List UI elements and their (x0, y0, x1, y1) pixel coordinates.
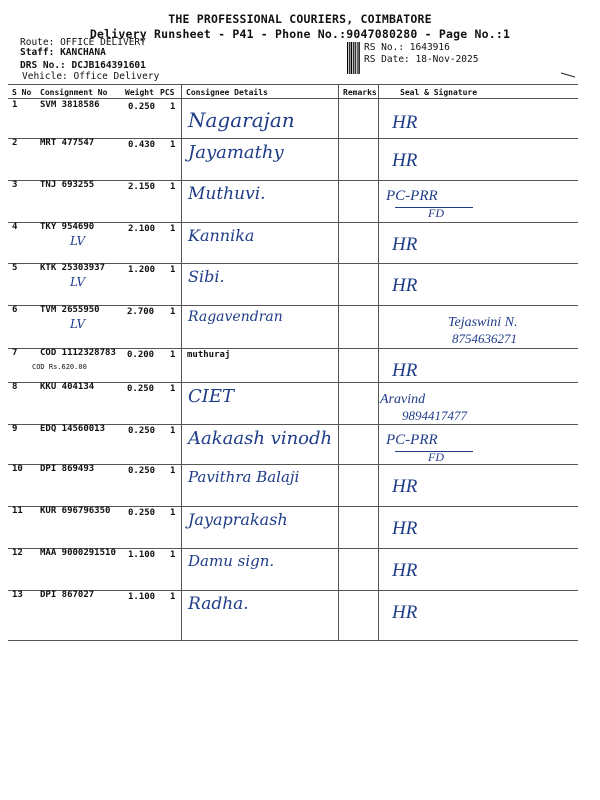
route-value: OFFICE DELIVERY (60, 37, 146, 48)
row-seal-name: Aravind (380, 392, 426, 407)
row-consignment-no: DPI 867027 (40, 590, 95, 600)
row-sno: 3 (12, 180, 18, 190)
row-sno: 13 (12, 590, 23, 600)
route-label: Route: (20, 37, 55, 48)
rs-no-line (364, 42, 450, 53)
row-pcs: 1 (170, 140, 176, 150)
rs-no-label: RS No.: (364, 42, 405, 53)
seal-col-divider (378, 84, 379, 640)
row-pcs: 1 (170, 550, 176, 560)
row-weight: 2.100 (128, 224, 156, 234)
row-lv-note: LV (70, 234, 86, 248)
row-seal-stamp: PC-PRR (386, 432, 438, 448)
row-consignment-no: TKY 954690 (40, 222, 95, 232)
row-consignee-handwritten: Jayamathy (188, 142, 284, 163)
row-seal-initials: HR (392, 275, 418, 296)
row-seal-initials: HR (392, 560, 418, 581)
row-consignment-no: KTK 25303937 (40, 263, 106, 273)
row-consignment-no: KUR 696796350 (40, 506, 111, 516)
row-consignee-printed: muthuraj (187, 350, 231, 360)
row-sno: 6 (12, 305, 18, 315)
row-weight: 2.150 (128, 182, 156, 192)
staff-label: Staff: (20, 47, 55, 58)
row-sno: 12 (12, 548, 23, 558)
col-head-consignment: Consignment No (40, 88, 108, 97)
table-top-border (8, 84, 578, 85)
row-sno: 7 (12, 348, 18, 358)
row-sno: 11 (12, 506, 23, 516)
row-consignee-handwritten: Aakaash vinodh (188, 428, 333, 449)
consignee-col-divider (181, 84, 182, 640)
row-consignee-handwritten: Jayaprakash (188, 510, 288, 529)
row-seal-initials: HR (392, 234, 418, 255)
row-pcs: 1 (170, 592, 176, 602)
rs-no-value: 1643916 (409, 42, 450, 53)
remarks-col-divider (338, 84, 339, 640)
row-sno: 10 (12, 464, 23, 474)
row-pcs: 1 (170, 384, 176, 394)
pen-mark (560, 72, 576, 78)
row-consignee-handwritten: Muthuvi. (188, 184, 266, 204)
col-head-weight: Weight (125, 88, 154, 97)
row-consignment-no: DPI 869493 (40, 464, 95, 474)
row-consignee-handwritten: Sibi. (188, 267, 225, 286)
drs-label: DRS No.: (20, 60, 66, 71)
row-pcs: 1 (170, 350, 176, 360)
row-consignee-handwritten: Nagarajan (188, 108, 295, 132)
row-lv-note: LV (70, 317, 86, 331)
row-weight: 0.430 (128, 140, 156, 150)
row-consignment-no: SVM 3818586 (40, 100, 100, 110)
row-consignment-no: COD 1112328783 (40, 348, 116, 358)
row-sno: 1 (12, 100, 18, 110)
row-pcs: 1 (170, 508, 176, 518)
row-seal-stamp: PC-PRR (386, 188, 438, 204)
row-bottom-border (8, 640, 578, 641)
row-weight: 0.250 (128, 426, 156, 436)
row-consignee-handwritten: Kannika (188, 226, 255, 245)
row-consignment-no: TNJ 693255 (40, 180, 95, 190)
row-seal-phone: 8754636271 (452, 331, 517, 346)
row-consignment-no: MRT 477547 (40, 138, 95, 148)
row-seal-name: Tejaswini N. (448, 315, 518, 330)
row-weight: 1.100 (128, 592, 156, 602)
runsheet-subtitle: Delivery Runsheet - P41 - Phone No.:9047080280 - Page No.:1 (89, 27, 511, 41)
drs-value: DCJB164391601 (71, 60, 146, 71)
staff-value: KANCHANA (60, 47, 106, 58)
row-consignment-no: TVM 2655950 (40, 305, 100, 315)
barcode (347, 42, 360, 74)
row-cod-note: COD Rs.620.00 (32, 363, 87, 371)
row-weight: 2.700 (127, 307, 155, 317)
row-weight: 0.250 (128, 466, 156, 476)
row-consignee-handwritten: CIET (188, 386, 235, 407)
vehicle-line (22, 71, 159, 82)
col-head-remarks: Remarks (343, 88, 377, 97)
row-consignee-handwritten: Damu sign. (188, 552, 275, 570)
row-consignment-no: EDQ 14560013 (40, 424, 106, 434)
vehicle-label: Vehicle: (22, 71, 68, 82)
row-seal-initials: HR (392, 476, 418, 497)
row-seal-fd: FD (428, 206, 444, 220)
row-consignment-no: KKU 404134 (40, 382, 95, 392)
table-header-border (8, 98, 578, 99)
row-seal-initials: HR (392, 360, 418, 381)
col-head-pcs: PCS (160, 88, 175, 97)
row-seal-initials: HR (392, 602, 418, 623)
row-weight: 0.250 (128, 508, 156, 518)
row-consignee-handwritten: Radha. (188, 594, 249, 614)
row-pcs: 1 (170, 426, 176, 436)
rs-date-line (364, 54, 478, 65)
row-seal-initials: HR (392, 150, 418, 171)
row-weight: 0.250 (128, 102, 156, 112)
row-pcs: 1 (170, 265, 176, 275)
row-sno: 5 (12, 263, 18, 273)
col-head-seal: Seal & Signature (400, 88, 478, 97)
row-sno: 4 (12, 222, 18, 232)
rs-date-label: RS Date: (364, 54, 410, 65)
row-weight: 1.100 (128, 550, 156, 560)
row-pcs: 1 (170, 224, 176, 234)
company-title: THE PROFESSIONAL COURIERS, COIMBATORE (168, 12, 432, 26)
row-consignee-handwritten: Pavithra Balaji (188, 468, 300, 486)
drs-line (20, 60, 146, 71)
row-consignment-no: MAA 9000291510 (40, 548, 116, 558)
row-seal-fd: FD (428, 450, 444, 464)
row-weight: 0.200 (127, 350, 155, 360)
row-sno: 9 (12, 424, 18, 434)
row-seal-initials: HR (392, 518, 418, 539)
row-seal-initials: HR (392, 112, 418, 133)
vehicle-value: Office Delivery (73, 71, 160, 82)
row-weight: 0.250 (127, 384, 155, 394)
row-pcs: 1 (170, 182, 176, 192)
row-consignee-handwritten: Ragavendran (188, 309, 283, 325)
row-weight: 1.200 (128, 265, 156, 275)
col-head-sno: S No (12, 88, 32, 97)
row-pcs: 1 (170, 307, 176, 317)
rs-date-value: 18-Nov-2025 (415, 54, 479, 65)
row-sno: 8 (12, 382, 18, 392)
row-pcs: 1 (170, 102, 176, 112)
row-sno: 2 (12, 138, 18, 148)
row-lv-note: LV (70, 275, 86, 289)
staff-line (20, 47, 106, 58)
row-seal-phone: 9894417477 (402, 408, 467, 423)
row-pcs: 1 (170, 466, 176, 476)
col-head-consignee: Consignee Details (186, 88, 268, 97)
